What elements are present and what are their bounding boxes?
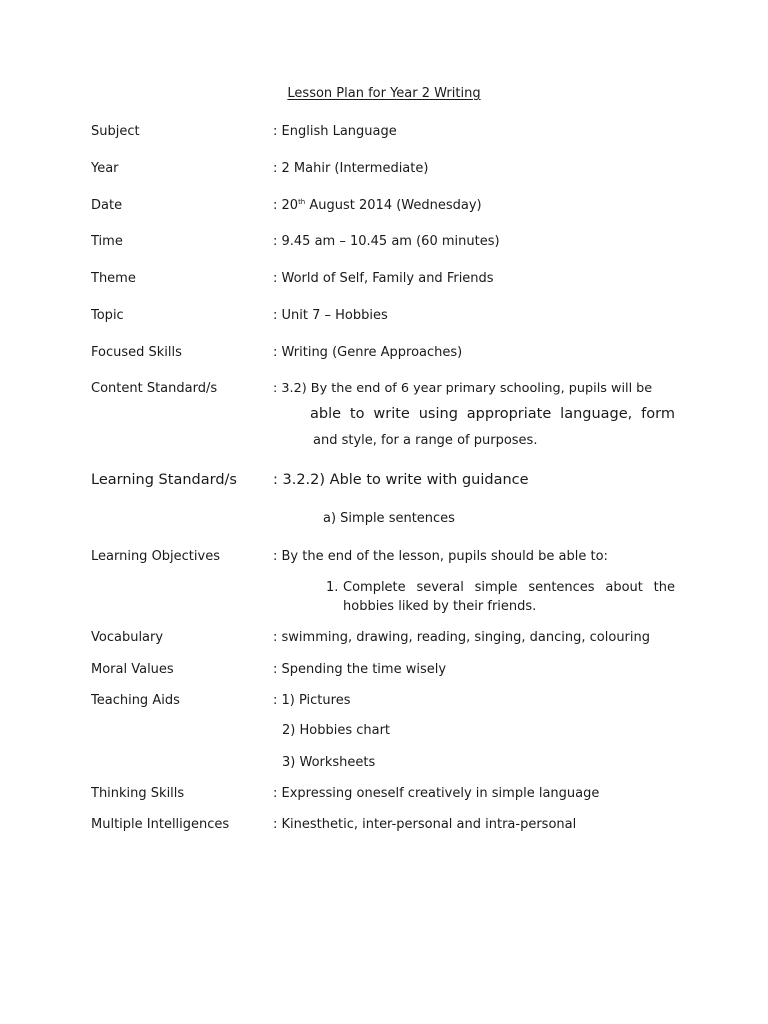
multiple-intelligences-label: Multiple Intelligences [91,817,230,832]
vocabulary-label: Vocabulary [91,630,164,645]
learning-objective-line1: Complete several simple sentences about the [343,580,675,595]
page-title [0,86,768,101]
time-label: Time [91,234,123,249]
learning-objectives-value: : By the end of the lesson, pupils should be able to: [273,549,608,564]
theme-label: Theme [91,271,136,286]
learning-objective-number: 1. [326,580,339,595]
date-value-prefix: : 20 [273,198,299,213]
thinking-skills-value: : Expressing oneself creatively in simple language [273,786,600,801]
year-label: Year [91,161,119,176]
subject-label: Subject [91,124,140,139]
learning-objective-line2: hobbies liked by their friends. [343,599,537,614]
learning-standard-label: Learning Standard/s [91,472,237,488]
content-standard-line3: and style, for a range of purposes. [313,433,538,448]
teaching-aids-item3: 3) Worksheets [282,755,376,770]
date-value-ordinal: th [298,198,306,206]
moral-values-value: : Spending the time wisely [273,662,447,677]
learning-objectives-label: Learning Objectives [91,549,220,564]
teaching-aids-label: Teaching Aids [91,693,180,708]
date-label: Date [91,198,123,213]
moral-values-label: Moral Values [91,662,174,677]
year-value: : 2 Mahir (Intermediate) [273,161,429,176]
focused-skills-label: Focused Skills [91,345,182,360]
teaching-aids-item1: : 1) Pictures [273,693,351,708]
multiple-intelligences-value: : Kinesthetic, inter-personal and intra-personal [273,817,577,832]
date-value [273,198,482,213]
content-standard-label: Content Standard/s [91,381,218,396]
content-standard-line1: : 3.2) By the end of 6 year primary schooling, pupils will be [273,381,653,396]
learning-standard-value: : 3.2.2) Able to write with guidance [273,472,529,488]
learning-standard-sub-item: a) Simple sentences [323,511,455,526]
thinking-skills-label: Thinking Skills [91,786,185,801]
topic-label: Topic [91,308,124,323]
vocabulary-value: : swimming, drawing, reading, singing, dancing, colouring [273,630,650,645]
time-value: : 9.45 am – 10.45 am (60 minutes) [273,234,500,249]
teaching-aids-item2: 2) Hobbies chart [282,723,391,738]
date-value-suffix: August 2014 (Wednesday) [305,198,482,213]
content-standard-line2: able to write using appropriate language, form [310,406,675,422]
theme-value: : World of Self, Family and Friends [273,271,494,286]
title-text: Lesson Plan for Year 2 Writing [287,86,481,101]
topic-value: : Unit 7 – Hobbies [273,308,388,323]
subject-value: : English Language [273,124,397,139]
focused-skills-value: : Writing (Genre Approaches) [273,345,463,360]
